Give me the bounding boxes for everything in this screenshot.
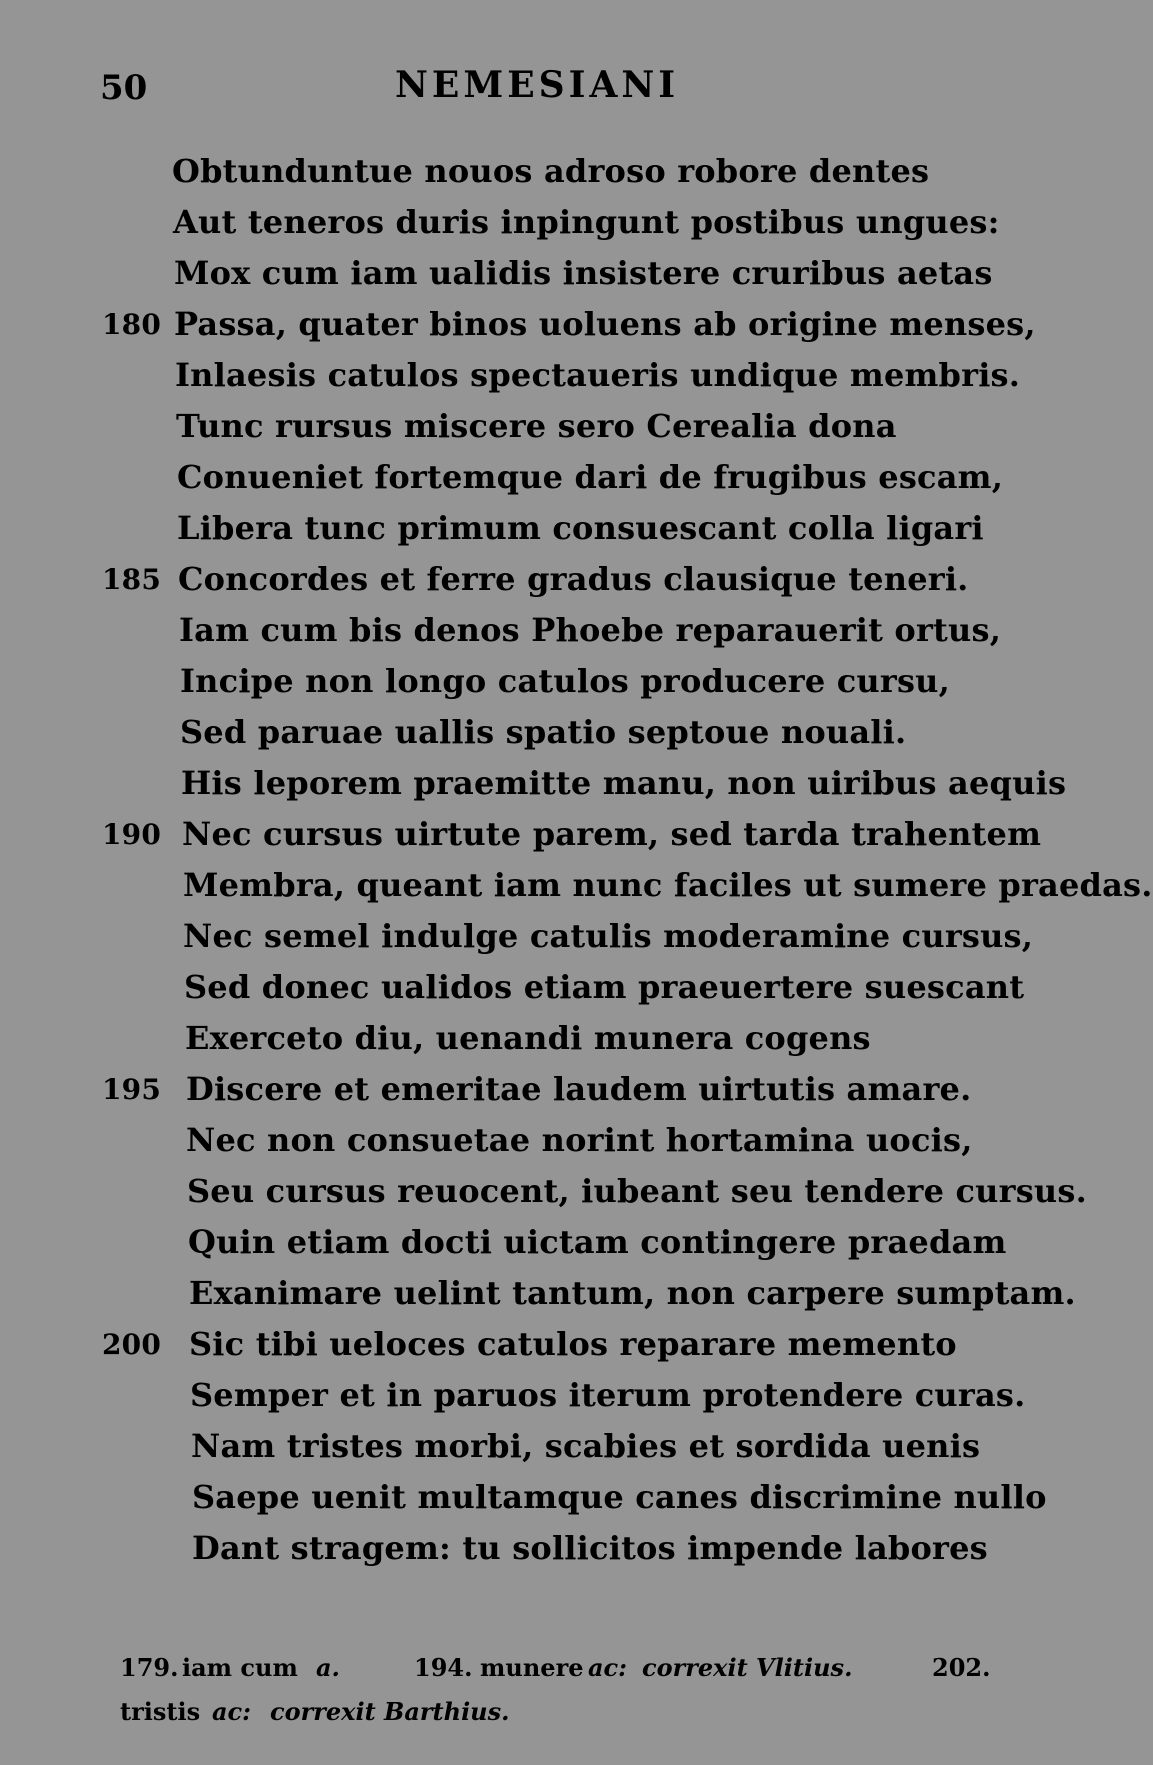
verse-text: Sed donec ualidos etiam praeuertere suescant <box>184 968 1025 1006</box>
verse-text: Semper et in paruos iterum protendere curas. <box>190 1376 1026 1414</box>
verse-line <box>0 1013 1000 1064</box>
verse-line <box>0 1319 1000 1370</box>
verse-line <box>0 299 1036 350</box>
verse-line <box>0 758 1067 809</box>
verse-line <box>0 707 1000 758</box>
verse-line <box>0 1268 1076 1319</box>
line-number: 185 <box>102 563 162 596</box>
verse-text: Aut teneros duris inpingunt postibus ungues: <box>173 203 1000 241</box>
verse-text: Conueniet fortemque dari de frugibus escam, <box>177 458 1004 496</box>
footnote-note-194: correxit Vlitius. <box>642 1653 853 1682</box>
verse-text: Mox cum iam ualidis insistere cruribus aetas <box>174 254 993 292</box>
verse-line <box>0 503 1000 554</box>
verse-text: Obtunduntue nouos adroso robore dentes <box>172 152 930 190</box>
verse-text: His leporem praemitte manu, non uiribus aequis <box>181 764 1067 802</box>
verse-line <box>0 554 1000 605</box>
verse-text: Sed paruae uallis spatio septoue nouali. <box>180 713 907 751</box>
verse-text: Dant stragem: tu sollicitos impende labores <box>192 1529 988 1567</box>
verse-text: Sic tibi ueloces catulos reparare memento <box>189 1325 957 1363</box>
footnote-lemma-179: iam cum <box>182 1653 298 1682</box>
footnote-ref-194: 194. <box>414 1653 473 1682</box>
verse-line <box>0 1472 1047 1523</box>
verse-line <box>0 248 1000 299</box>
verse-text: Iam cum bis denos Phoebe reparauerit ortus, <box>179 611 1002 649</box>
line-number: 195 <box>102 1073 162 1106</box>
footnote-ref-179: 179. <box>120 1653 179 1682</box>
footnote-note-202: correxit Barthius. <box>270 1697 510 1726</box>
verse-text: Quin etiam docti uictam contingere praedam <box>188 1223 1007 1261</box>
running-head: NEMESIANI <box>395 64 680 106</box>
verse-line <box>0 1370 1026 1421</box>
verse-line <box>0 809 1042 860</box>
verse-line <box>0 656 1000 707</box>
line-number: 200 <box>102 1328 162 1361</box>
footnote-lemma-202: tristis <box>120 1697 201 1726</box>
page-number: 50 <box>100 68 148 108</box>
verse-line <box>0 605 1000 656</box>
verse-text: Nec non consuetae norint hortamina uocis, <box>186 1121 973 1159</box>
verse-block <box>0 146 1153 1574</box>
verse-text: Libera tunc primum consuescant colla ligari <box>177 509 984 547</box>
verse-line <box>0 1115 1000 1166</box>
verse-text: Nec semel indulge catulis moderamine cursus, <box>183 917 1034 955</box>
footnote-sigla-194: ac: <box>588 1653 628 1682</box>
verse-line <box>0 350 1021 401</box>
footnote-sigla-202: ac: <box>212 1697 252 1726</box>
verse-text: Discere et emeritae laudem uirtutis amare. <box>186 1070 972 1108</box>
verse-line <box>0 452 1004 503</box>
verse-text: Incipe non longo catulos producere cursu, <box>180 662 950 700</box>
verse-text: Seu cursus reuocent, iubeant seu tendere cursus. <box>187 1172 1087 1210</box>
verse-line <box>0 1217 1007 1268</box>
footnote-row <box>120 1690 990 1734</box>
verse-line <box>0 197 1000 248</box>
verse-line <box>0 1523 1000 1574</box>
verse-line <box>0 1166 1087 1217</box>
verse-line <box>0 860 1153 911</box>
verse-text: Passa, quater binos uoluens ab origine menses, <box>174 305 1036 343</box>
footnote-row <box>120 1646 990 1690</box>
verse-text: Exanimare uelint tantum, non carpere sumptam. <box>189 1274 1076 1312</box>
line-number: 190 <box>102 818 162 851</box>
verse-text: Saepe uenit multamque canes discrimine nullo <box>192 1478 1047 1516</box>
verse-line <box>0 1421 1000 1472</box>
verse-line <box>0 1064 1000 1115</box>
verse-text: Exerceto diu, uenandi munera cogens <box>185 1019 871 1057</box>
verse-text: Nam tristes morbi, scabies et sordida uenis <box>191 1427 981 1465</box>
verse-text: Nec cursus uirtute parem, sed tarda trahentem <box>182 815 1042 853</box>
verse-text: Tunc rursus miscere sero Cerealia dona <box>176 407 897 445</box>
verse-line <box>0 911 1034 962</box>
verse-text: Inlaesis catulos spectaueris undique membris. <box>175 356 1021 394</box>
footnote-lemma-194: munere <box>480 1653 584 1682</box>
verse-text: Concordes et ferre gradus clausique teneri. <box>178 560 969 598</box>
footnotes <box>120 1646 990 1734</box>
footnote-sigla-179: a. <box>316 1653 340 1682</box>
verse-line <box>0 401 1000 452</box>
verse-text: Membra, queant iam nunc faciles ut sumere praedas. <box>183 866 1153 904</box>
footnote-ref-202: 202. <box>932 1653 991 1682</box>
line-number: 180 <box>102 308 162 341</box>
verse-line <box>0 146 1000 197</box>
verse-line <box>0 962 1025 1013</box>
